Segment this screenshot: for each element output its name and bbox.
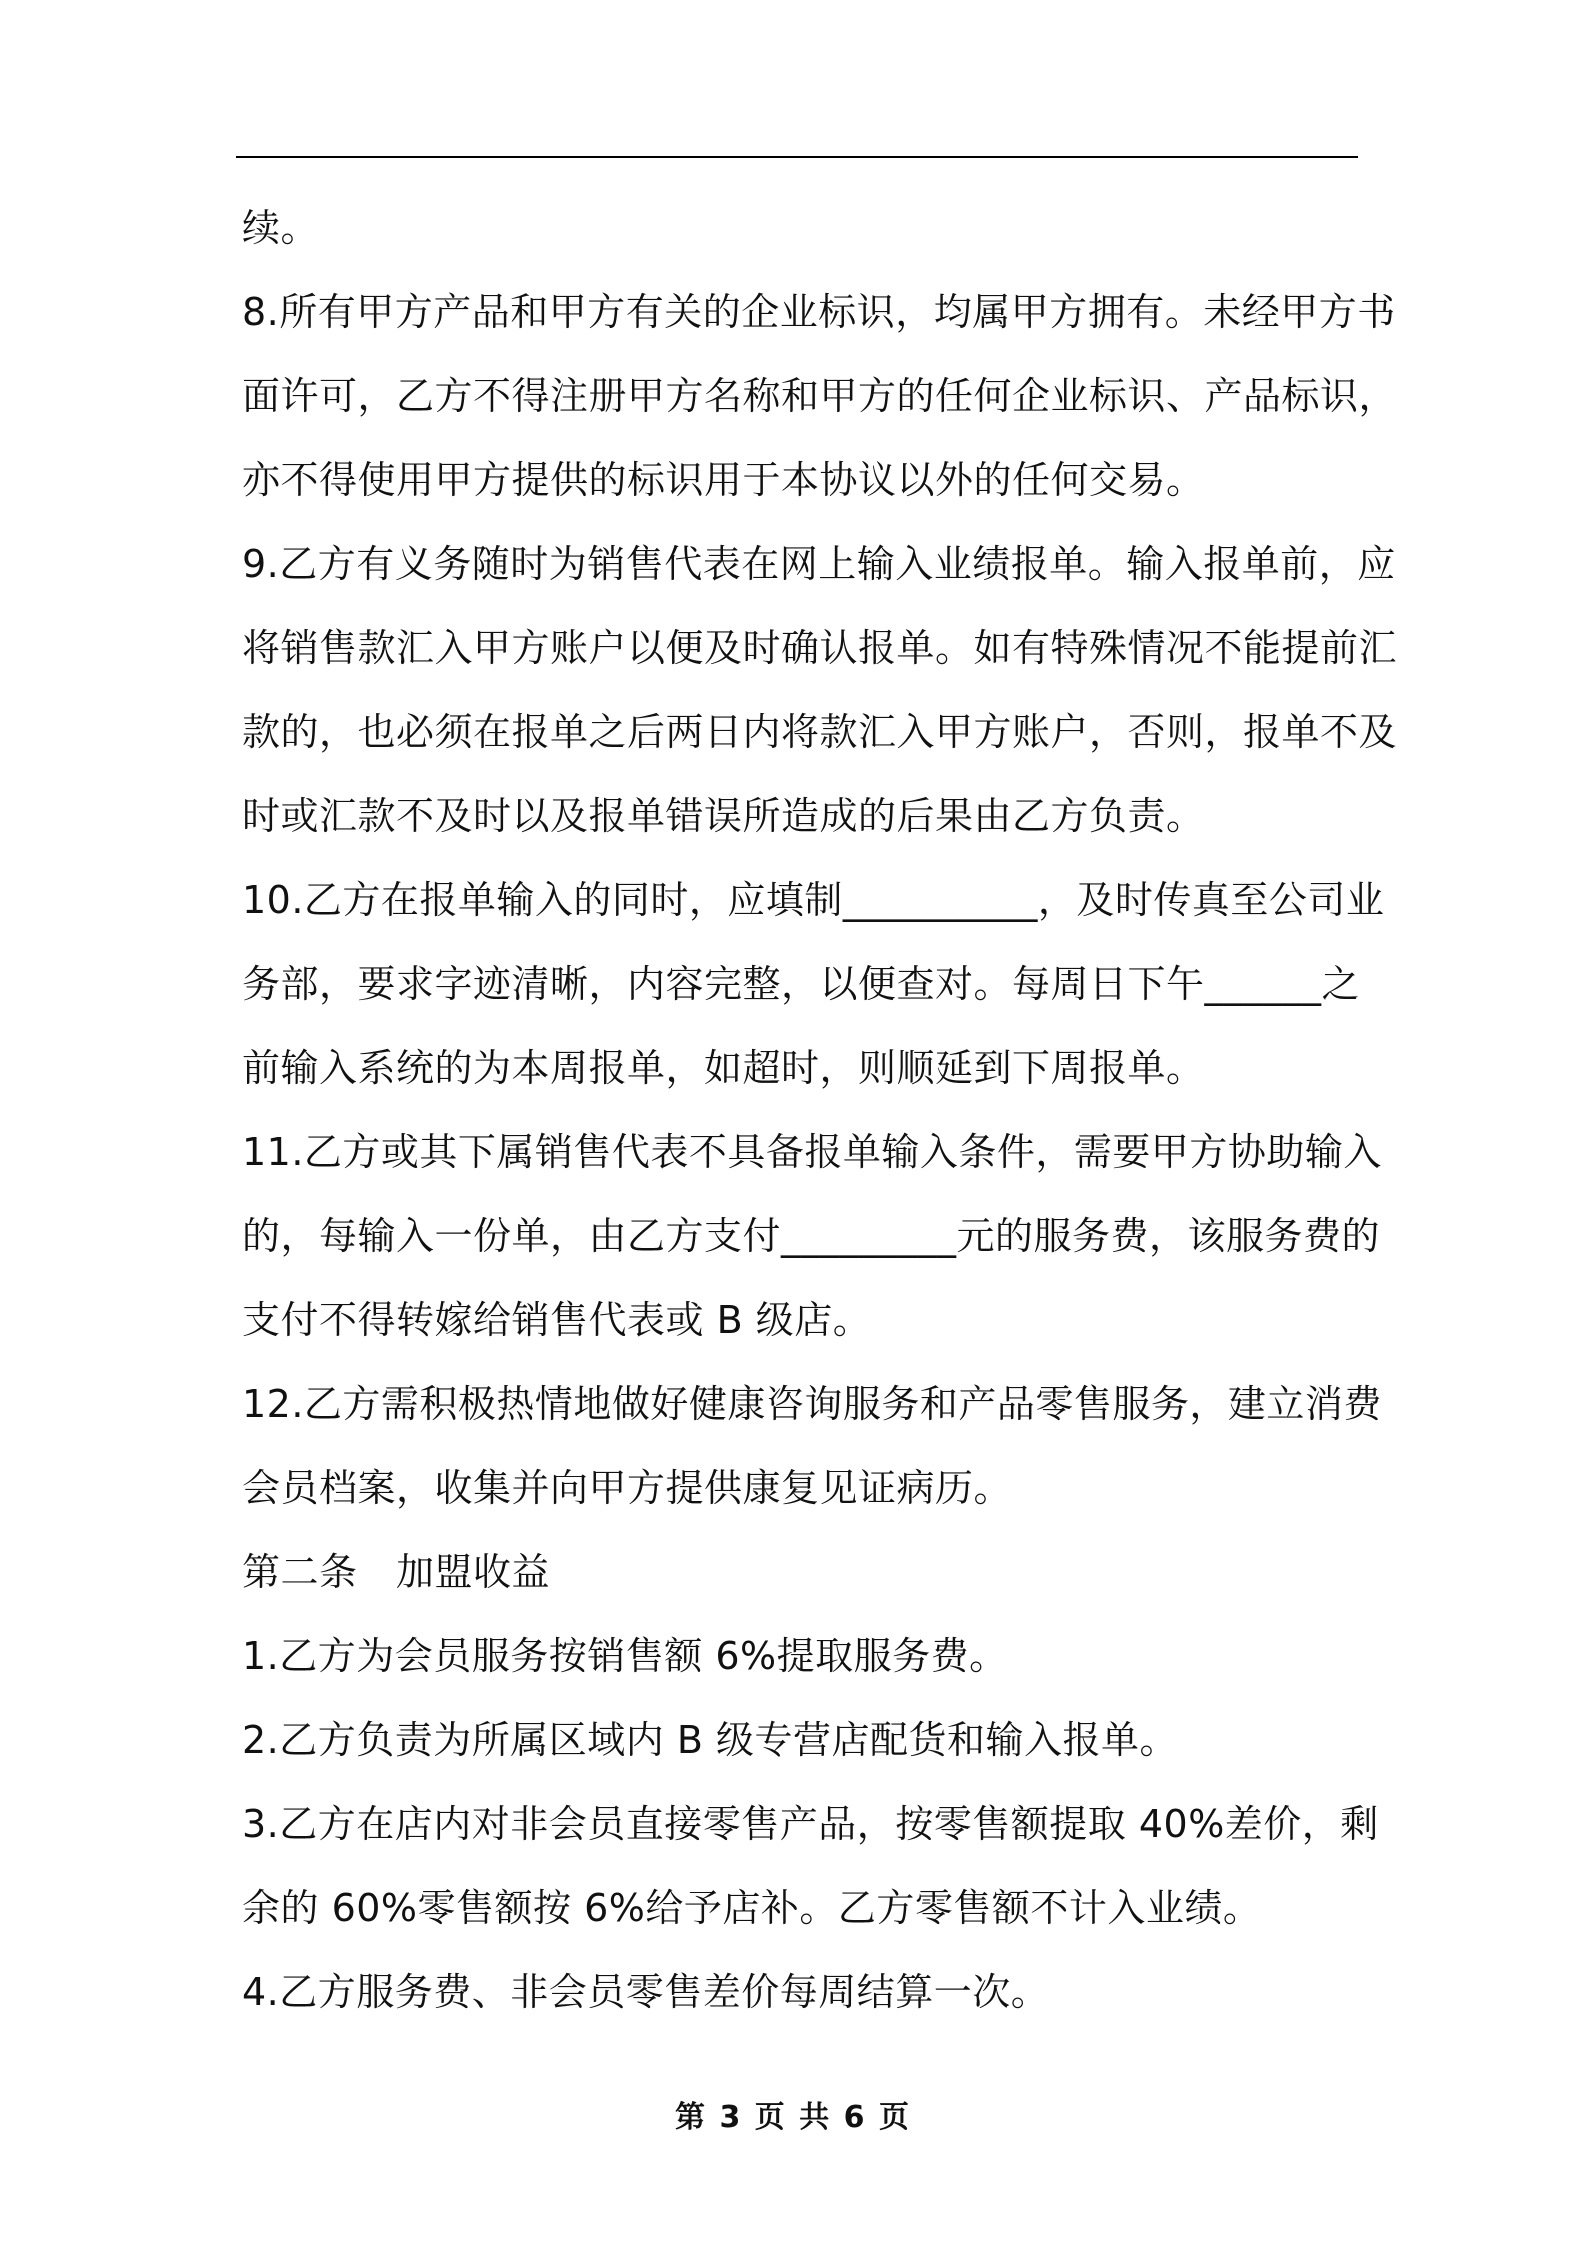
header-rule	[236, 156, 1358, 158]
document-body	[242, 186, 1398, 2034]
text-line: 款的，也必须在报单之后两日内将款汇入甲方账户，否则，报单不及	[242, 710, 1398, 754]
benefit-4	[242, 1950, 1356, 2034]
text-line: 续。	[242, 206, 320, 250]
paragraph-continuation	[242, 186, 1356, 270]
text-line: 的，每输入一份单，由乙方支付_________元的服务费，该服务费的	[242, 1214, 1381, 1258]
text-line: 9.乙方有义务随时为销售代表在网上输入业绩报单。输入报单前，应	[242, 542, 1396, 586]
text-line: 11.乙方或其下属销售代表不具备报单输入条件，需要甲方协助输入	[242, 1130, 1382, 1174]
benefit-1	[242, 1614, 1356, 1698]
text-line: 时或汇款不及时以及报单错误所造成的后果由乙方负责。	[242, 794, 1205, 838]
benefit-2	[242, 1698, 1356, 1782]
text-line: 支付不得转嫁给销售代表或 B 级店。	[242, 1298, 872, 1342]
text-line: 3.乙方在店内对非会员直接零售产品，按零售额提取 40%差价，剩	[242, 1802, 1379, 1846]
clause-10	[242, 858, 1385, 1110]
clause-12	[242, 1362, 1382, 1530]
text-line: 12.乙方需积极热情地做好健康咨询服务和产品零售服务，建立消费	[242, 1382, 1382, 1426]
text-line: 务部，要求字迹清晰，内容完整，以便查对。每周日下午______之	[242, 962, 1361, 1006]
clause-11	[242, 1110, 1382, 1362]
text-line: 亦不得使用甲方提供的标识用于本协议以外的任何交易。	[242, 458, 1205, 502]
text-line: 将销售款汇入甲方账户以便及时确认报单。如有特殊情况不能提前汇	[242, 626, 1398, 670]
page-number-footer: 第 3 页 共 6 页	[675, 2100, 911, 2135]
text-line: 2.乙方负责为所属区域内 B 级专营店配货和输入报单。	[242, 1718, 1178, 1762]
clause-9	[242, 522, 1398, 858]
text-line: 面许可，乙方不得注册甲方名称和甲方的任何企业标识、产品标识，	[242, 374, 1398, 418]
section-heading: 第二条 加盟收益	[242, 1550, 551, 1594]
text-line: 10.乙方在报单输入的同时，应填制__________，及时传真至公司业	[242, 878, 1385, 922]
text-line: 4.乙方服务费、非会员零售差价每周结算一次。	[242, 1970, 1050, 2014]
text-line: 8.所有甲方产品和甲方有关的企业标识，均属甲方拥有。未经甲方书	[242, 290, 1396, 334]
text-line: 1.乙方为会员服务按销售额 6%提取服务费。	[242, 1634, 1008, 1678]
clause-8	[242, 270, 1398, 522]
text-line: 余的 60%零售额按 6%给予店补。乙方零售额不计入业绩。	[242, 1886, 1262, 1930]
article-2-heading	[242, 1530, 1356, 1614]
text-line: 前输入系统的为本周报单，如超时，则顺延到下周报单。	[242, 1046, 1205, 1090]
benefit-3	[242, 1782, 1379, 1950]
text-line: 会员档案，收集并向甲方提供康复见证病历。	[242, 1466, 1013, 1510]
